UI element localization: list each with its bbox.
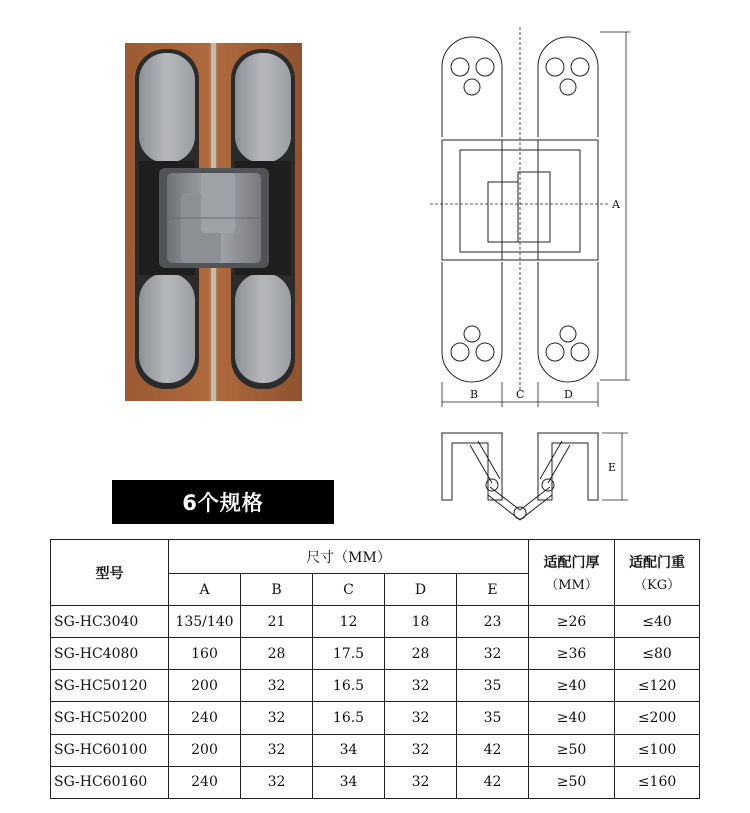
column-header-a: A: [169, 574, 241, 606]
thickness-cell: ≥50: [529, 766, 615, 798]
cell-d: 32: [385, 702, 457, 734]
cell-c: 16.5: [313, 670, 385, 702]
cell-e: 23: [457, 606, 529, 638]
cell-c: 16.5: [313, 702, 385, 734]
hinge-photo: [125, 43, 302, 401]
column-header-c: C: [313, 574, 385, 606]
cell-d: 28: [385, 638, 457, 670]
cell-e: 42: [457, 734, 529, 766]
model-cell: SG-HC50120: [51, 670, 169, 702]
cell-a: 135/140: [169, 606, 241, 638]
cell-a: 240: [169, 702, 241, 734]
thickness-cell: ≥40: [529, 702, 615, 734]
table-row: [51, 606, 700, 638]
thickness-cell: ≥36: [529, 638, 615, 670]
cell-b: 28: [241, 638, 313, 670]
cell-b: 32: [241, 734, 313, 766]
cell-c: 12: [313, 606, 385, 638]
cell-c: 34: [313, 766, 385, 798]
cell-c: 34: [313, 734, 385, 766]
thickness-header: [529, 540, 615, 606]
model-cell: SG-HC4080: [51, 638, 169, 670]
model-cell: SG-HC60160: [51, 766, 169, 798]
column-header-e: E: [457, 574, 529, 606]
cell-a: 160: [169, 638, 241, 670]
cell-b: 32: [241, 702, 313, 734]
thickness-cell: ≥50: [529, 734, 615, 766]
thickness-cell: ≥26: [529, 606, 615, 638]
model-header: 型号: [51, 540, 169, 606]
weight-header-unit: （KG）: [633, 578, 681, 593]
model-cell: SG-HC60100: [51, 734, 169, 766]
thickness-cell: ≥40: [529, 670, 615, 702]
cell-b: 32: [241, 670, 313, 702]
table-row: [51, 670, 700, 702]
weight-header: [615, 540, 700, 606]
hinge-side-drawing: [430, 425, 640, 525]
weight-cell: ≤200: [615, 702, 700, 734]
column-header-b: B: [241, 574, 313, 606]
model-cell: SG-HC3040: [51, 606, 169, 638]
cell-b: 32: [241, 766, 313, 798]
cell-b: 21: [241, 606, 313, 638]
cell-e: 32: [457, 638, 529, 670]
hinge-front-drawing: [430, 22, 640, 412]
column-header-d: D: [385, 574, 457, 606]
cell-d: 32: [385, 670, 457, 702]
dimension-label-d: D: [564, 388, 573, 401]
weight-cell: ≤80: [615, 638, 700, 670]
cell-d: 32: [385, 734, 457, 766]
spec-table: [50, 539, 700, 799]
thickness-header-label: 适配门厚: [543, 555, 600, 571]
cell-e: 35: [457, 670, 529, 702]
weight-cell: ≤160: [615, 766, 700, 798]
spec-count-banner: 6个规格: [112, 480, 334, 524]
table-row: [51, 702, 700, 734]
dimension-label-a: A: [612, 198, 620, 211]
dimension-label-b: B: [470, 388, 479, 401]
cell-a: 200: [169, 670, 241, 702]
weight-cell: ≤120: [615, 670, 700, 702]
model-cell: SG-HC50200: [51, 702, 169, 734]
cell-d: 32: [385, 766, 457, 798]
cell-e: 35: [457, 702, 529, 734]
cell-d: 18: [385, 606, 457, 638]
thickness-header-unit: （MM）: [545, 578, 598, 593]
cell-e: 42: [457, 766, 529, 798]
size-header: 尺寸（MM）: [169, 540, 529, 574]
table-row: [51, 734, 700, 766]
weight-cell: ≤40: [615, 606, 700, 638]
cell-a: 200: [169, 734, 241, 766]
weight-cell: ≤100: [615, 734, 700, 766]
dimension-label-c: C: [516, 388, 525, 401]
table-row: [51, 638, 700, 670]
cell-a: 240: [169, 766, 241, 798]
dimension-label-e: E: [608, 461, 617, 474]
weight-header-label: 适配门重: [629, 555, 686, 571]
cell-c: 17.5: [313, 638, 385, 670]
table-row: [51, 766, 700, 798]
